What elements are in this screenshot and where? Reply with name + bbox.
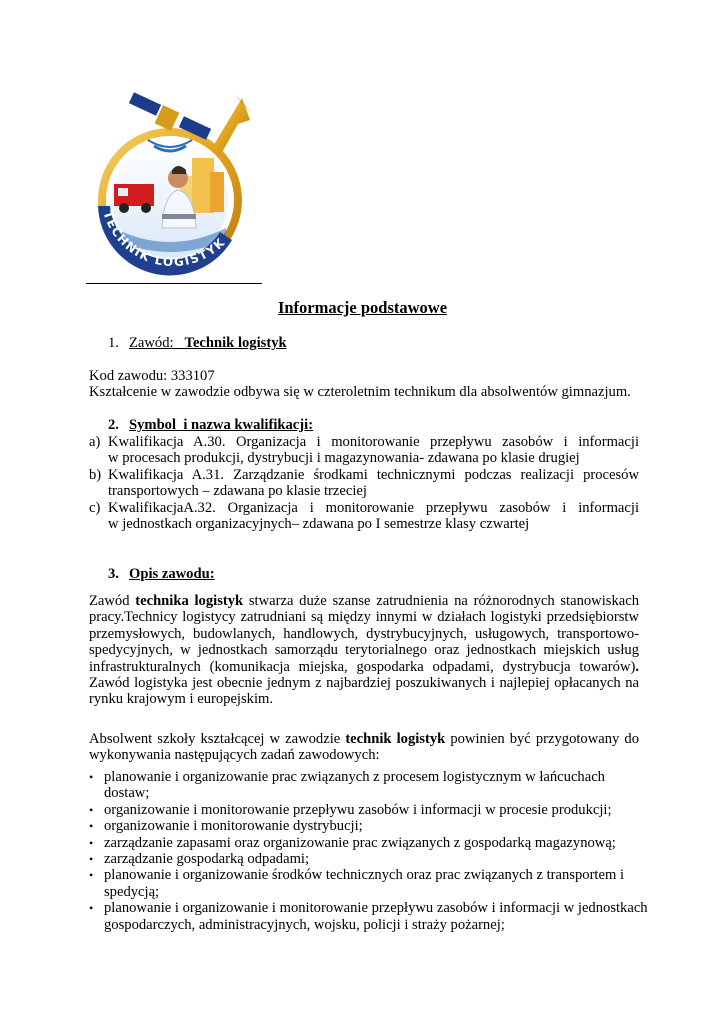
technik-logistyk-logo bbox=[92, 88, 252, 283]
list-item: • zarządzanie gospodarką odpadami; bbox=[89, 851, 649, 867]
p3-rest: powinien być przygotowany do wykonywania następujących zadań zawodowych: bbox=[89, 731, 639, 764]
ksztalcenie-text: Kształcenie w zawodzie odbywa się w czteroletnim technikum dla absolwentów gimnazjum. bbox=[89, 384, 631, 400]
section-3-number: 3. bbox=[108, 566, 119, 582]
section-3-heading: Opis zawodu: bbox=[129, 566, 215, 582]
p3-bold: technik logistyk bbox=[345, 731, 446, 747]
qualification-a-line2: w procesach produkcji, dystrybucji i magazynowania- zdawana po klasie drugiej bbox=[108, 450, 580, 466]
qualification-c-line1: KwalifikacjaA.32. Organizacja i monitorowanie przepływu zasobów i informacji bbox=[108, 500, 639, 516]
list-item: • planowanie i organizowanie i monitorowanie przepływu zasobów i informacji w jednostkach gospodarczych, administracyjnych, wojsku, policji i straży pożarnej; bbox=[89, 900, 649, 933]
p1-rest: stwarza duże szanse zatrudnienia na różnorodnych stanowiskach pracy.Technicy logistycy zatrudniani są między innymi w działach logistyki przedsiębiorstw przemysłowych, budowlanych, handlowych, dystrybucyjnych, usługowych, transportowo-spedycyjnych, w jednostkach samorządu terytorialnego oraz jednostkach miejskich usług infrastrukturalnych (komunikacja miejska, gospodarka odpadami, dystrybucja towarów) bbox=[89, 593, 639, 675]
arrow-icon bbox=[212, 98, 250, 156]
task-list bbox=[89, 769, 649, 933]
section-1-heading bbox=[129, 335, 287, 351]
qualification-b-line1: Kwalifikacja A.31. Zarządzanie środkami technicznymi podczas realizacji procesów bbox=[108, 467, 639, 483]
list-item: • planowanie i organizowanie prac związanych z procesem logistycznym w łańcuchach dostaw; bbox=[89, 769, 649, 802]
qualification-a-line1: Kwalifikacja A.30. Organizacja i monitorowanie przepływu zasobów i informacji bbox=[108, 434, 639, 450]
section-2-number: 2. bbox=[108, 417, 119, 433]
logo-graphic bbox=[92, 88, 252, 283]
p1-bold: technika logistyk bbox=[135, 593, 244, 609]
description-paragraph-2: Zawód logistyka jest obecnie jednym z najbardziej poszukiwanych i najlepiej opłacanych na rynku krajowym i europejskim. bbox=[89, 675, 639, 708]
qualification-letter-a: a) bbox=[89, 434, 101, 450]
p3-prefix: Absolwent szkoły kształcącej w zawodzie bbox=[89, 731, 346, 747]
p1-end: . bbox=[635, 658, 639, 675]
list-item: • zarządzanie zapasami oraz organizowanie prac związanych z gospodarką magazynową; bbox=[89, 835, 649, 851]
list-item: • planowanie i organizowanie środków technicznych oraz prac związanych z transportem i spedycją; bbox=[89, 867, 649, 900]
qualification-b-line2: transportowych – zdawana po klasie trzeciej bbox=[108, 483, 367, 499]
qualification-c-line2: w jednostkach organizacyjnych– zdawana po I semestrze klasy czwartej bbox=[108, 516, 530, 532]
section-1-value: Technik logistyk bbox=[184, 335, 287, 351]
description-paragraph-1 bbox=[89, 593, 639, 708]
section-1-label: Zawód: bbox=[129, 335, 174, 351]
page-title: Informacje podstawowe bbox=[277, 298, 448, 317]
section-1-number: 1. bbox=[108, 335, 119, 351]
logo-badge-text: TECHNIK LOGISTYK bbox=[100, 209, 229, 270]
p1-prefix: Zawód bbox=[89, 593, 136, 609]
section-2-heading: Symbol i nazwa kwalifikacji: bbox=[129, 417, 314, 433]
qualification-letter-c: c) bbox=[89, 500, 101, 516]
logo-divider bbox=[86, 283, 262, 284]
list-item: • organizowanie i monitorowanie przepływu zasobów i informacji w procesie produkcji; bbox=[89, 802, 649, 818]
qualification-letter-b: b) bbox=[89, 467, 102, 483]
list-item: • organizowanie i monitorowanie dystrybucji; bbox=[89, 818, 649, 834]
kod-zawodu: Kod zawodu: 333107 bbox=[89, 368, 215, 384]
description-paragraph-3 bbox=[89, 731, 639, 764]
